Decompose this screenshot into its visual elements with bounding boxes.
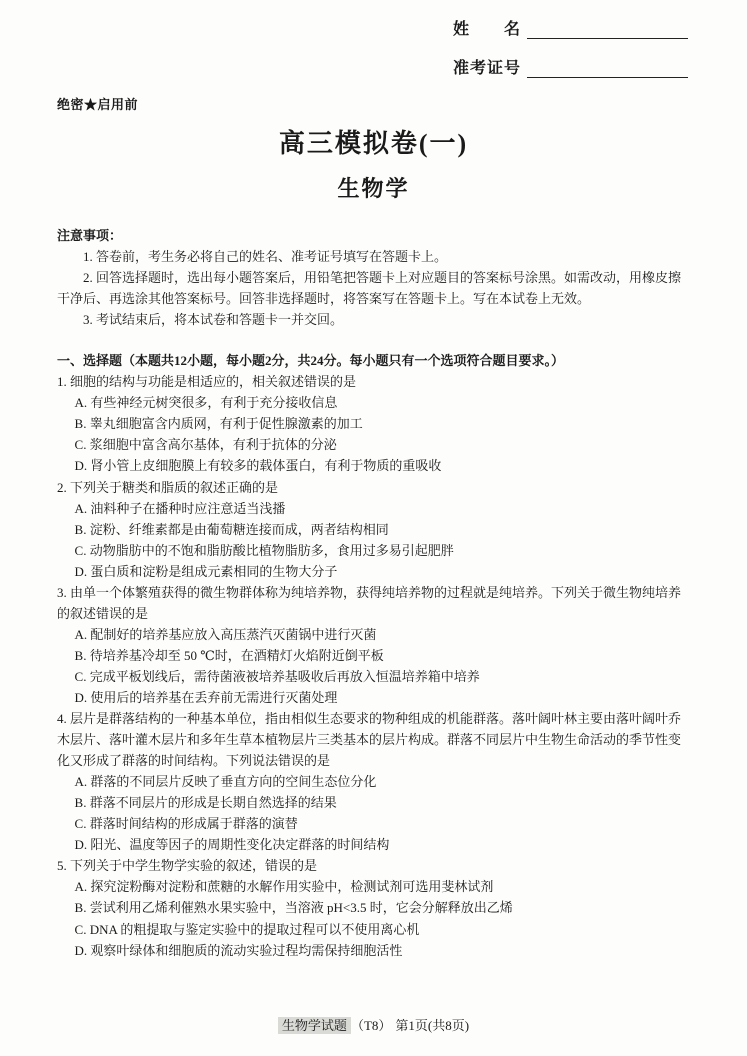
question-option: A. 群落的不同层片反映了垂直方向的空间生态位分化: [74, 774, 377, 790]
question-option: D. 观察叶绿体和细胞质的流动实验过程均需保持细胞活性: [74, 942, 403, 958]
question: [57, 477, 690, 582]
exam-title: 高三模拟卷(一): [278, 129, 469, 158]
question-option: A. 探究淀粉酶对淀粉和蔗糖的水解作用实验中，检测试剂可选用斐林试剂: [74, 879, 494, 895]
exam-id-field-line[interactable]: [527, 57, 688, 78]
footer-doc-title: 生物学试题: [278, 1017, 351, 1034]
question-option: B. 尝试利用乙烯利催熟水果实验中，当溶液 pH<3.5 时，它会分解释放出乙烯: [74, 900, 513, 916]
question: [57, 371, 690, 476]
question-option: D. 肾小管上皮细胞膜上有较多的载体蛋白，有利于物质的重吸收: [74, 458, 442, 474]
question-option: C. 群落时间结构的形成属于群落的演替: [74, 816, 298, 832]
notice-heading: 注意事项：: [57, 228, 123, 243]
question-option: C. 浆细胞中富含高尔基体，有利于抗体的分泌: [74, 437, 337, 453]
question-option: D. 阳光、温度等因子的周期性变化决定群落的时间结构: [74, 837, 390, 853]
footer-code: （T8）: [350, 1018, 392, 1033]
question-stem: 5. 下列关于中学生物学实验的叙述，错误的是: [57, 858, 318, 874]
footer-page-number: 第1页(共8页): [395, 1018, 470, 1033]
secrecy-notice: 绝密★启用前: [57, 97, 139, 112]
question-option: A. 油料种子在播种时应注意适当浅播: [74, 500, 286, 516]
question-option: B. 群落不同层片的形成是长期自然选择的结果: [74, 795, 337, 811]
questions-list: [57, 371, 690, 960]
question-option: C. DNA 的粗提取与鉴定实验中的提取过程可以不使用离心机: [74, 921, 420, 937]
question-option: D. 使用后的培养基在丢弃前无需进行灭菌处理: [74, 689, 338, 705]
subject-title: 生物学: [337, 176, 410, 201]
notice-item: 1. 答卷前，考生务必将自己的姓名、准考证号填写在答题卡上。: [83, 249, 448, 265]
question-option: B. 睾丸细胞富含内质网，有利于促性腺激素的加工: [74, 416, 363, 432]
section-heading: 一、选择题（本题共12小题，每小题2分，共24分。每小题只有一个选项符合题目要求。）: [57, 353, 565, 369]
question-option: B. 待培养基冷却至 50 ℃时，在酒精灯火焰附近倒平板: [74, 647, 384, 663]
question: [57, 582, 690, 708]
question-option: D. 蛋白质和淀粉是组成元素相同的生物大分子: [74, 563, 338, 579]
name-field-row: [453, 16, 688, 39]
question-stem: 1. 细胞的结构与功能是相适应的，相关叙述错误的是: [57, 374, 357, 390]
question: [57, 708, 690, 855]
question-option: C. 完成平板划线后，需待菌液被培养基吸收后再放入恒温培养箱中培养: [74, 668, 480, 684]
exam-id-field-row: [453, 55, 688, 78]
question-option: A. 有些神经元树突很多，有利于充分接收信息: [74, 395, 338, 411]
notice-item: 3. 考试结束后，将本试卷和答题卡一并交回。: [83, 312, 344, 328]
notice-item: 2. 回答选择题时，选出每小题答案后，用铅笔把答题卡上对应题目的答案标号涂黑。如需改动，用橡皮擦干净后、再选涂其他答案标号。回答非选择题时，将答案写在答题卡上。写在本试卷上无效。: [57, 270, 682, 307]
question-stem: 2. 下列关于糖类和脂质的叙述正确的是: [57, 479, 279, 495]
name-label: 姓 名: [453, 21, 522, 38]
page-footer: [0, 1015, 747, 1034]
question-option: B. 淀粉、纤维素都是由葡萄糖连接而成，两者结构相同: [74, 521, 389, 537]
question-stem: 3. 由单一个体繁殖获得的微生物群体称为纯培养物，获得纯培养物的过程就是纯培养。下列关于微生物纯培养的叙述错误的是: [57, 584, 682, 621]
question-option: A. 配制好的培养基应放入高压蒸汽灭菌锅中进行灭菌: [74, 626, 377, 642]
candidate-id-block: [453, 16, 688, 78]
name-field-line[interactable]: [527, 18, 688, 39]
notice-section: [57, 225, 690, 330]
question-option: C. 动物脂肪中的不饱和脂肪酸比植物脂肪多，食用过多易引起肥胖: [74, 542, 454, 558]
question: [57, 855, 690, 960]
exam-id-label: 准考证号: [453, 60, 522, 77]
notice-items: [57, 246, 690, 330]
question-stem: 4. 层片是群落结构的一种基本单位，指由相似生态要求的物种组成的机能群落。落叶阔叶林主要由落叶阔叶乔木层片、落叶灌木层片和多年生草本植物层片三类基本的层片构成。群落不同层片中生物生命活动的季节性变化又形成了群落的时间结构。下列说法错误的是: [57, 711, 682, 769]
